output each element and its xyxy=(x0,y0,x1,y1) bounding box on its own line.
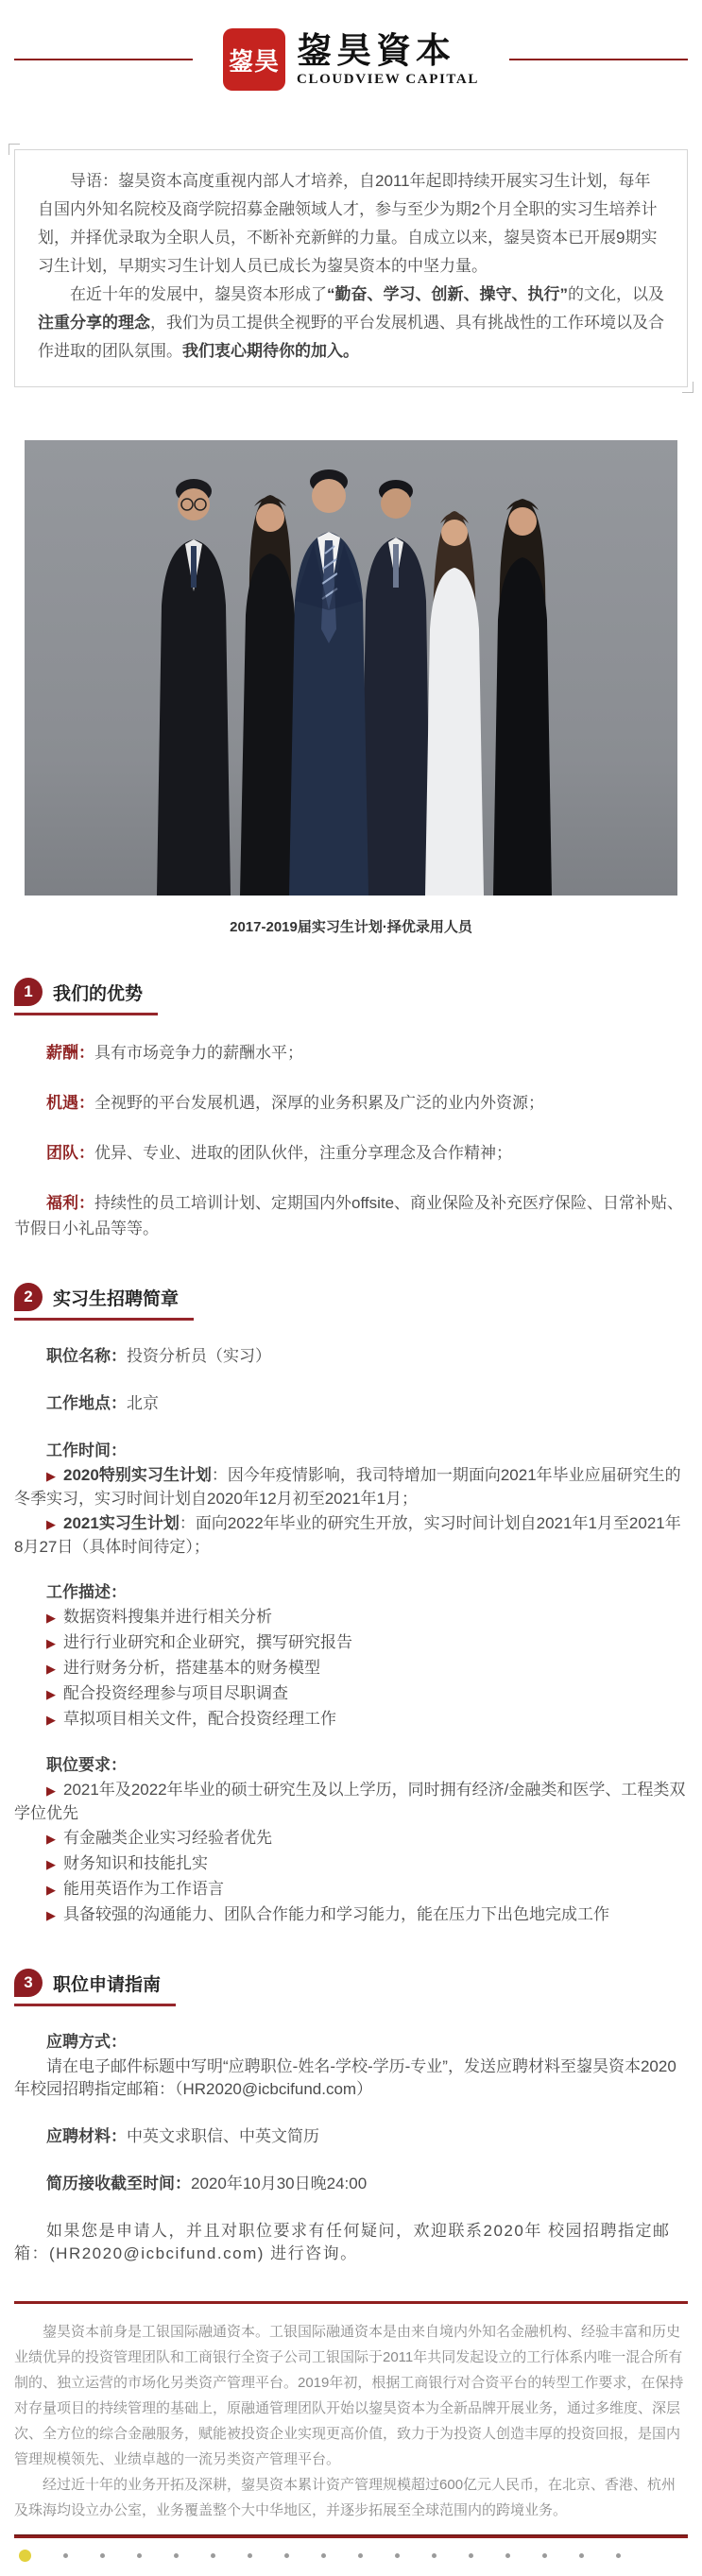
bullet-text: 2021年及2022年毕业的硕士研究生及以上学历，同时拥有经济/金融类和医学、工程类双学位优先 xyxy=(14,1781,686,1822)
footer-paragraph-1: 鋆昊资本前身是工银国际融通资本。工银国际融通资本是由来自境内外知名金融机构、经验丰富和历史业绩优异的投资管理团队和工商银行全资子公司工银国际于2011年共同发起设立的工行体系内唯一混合所有制的、独立运营的市场化另类资产管理平台。2019年初，根据工商银行对合资平台的转型工作要求，在保持对存量项目的持续管理的基础上，原融通管理团队开始以鋆昊资本为全新品牌开展业务，通过多维度、深层次、全方位的综合金融服务，赋能被投资企业实现更高价值，致力于为投资人创造丰厚的投资回报，是国内管理规模领先、业绩卓越的一流另类资产管理平台。 xyxy=(14,2324,684,2467)
bullet-text: 配合投资经理参与项目尽职调查 xyxy=(63,1684,288,1702)
apply-method-text: 请在电子邮件标题中写明“应聘职位-姓名-学校-学历-专业”，发送应聘材料至鋆昊资本2020年校园招聘指定邮箱：（HR2020@icbcifund.com） xyxy=(14,2057,676,2098)
team-photo-illustration xyxy=(25,440,677,896)
section-2-title: 实习生招聘简章 xyxy=(53,1288,180,1309)
carousel-dot[interactable] xyxy=(579,2553,584,2558)
intro-text: ，我们为员工提供全视野的平台发展机遇、具有挑战性的工作环境以及合作进取的团队氛围。 xyxy=(38,314,664,360)
field-row xyxy=(14,1392,688,1415)
intro-text: 在近十年的发展中，鋆昊资本形成了 xyxy=(70,285,327,303)
field-label: 职位名称： xyxy=(46,1347,127,1365)
triangle-bullet-icon: ▶ xyxy=(46,1611,56,1625)
section-2-header xyxy=(14,1283,194,1321)
bullet-text: 有金融类企业实习经验者优先 xyxy=(63,1829,272,1847)
section-1-header-row xyxy=(14,978,688,1015)
carousel-dot[interactable] xyxy=(284,2553,289,2558)
bullet-text: 草拟项目相关文件，配合投资经理工作 xyxy=(63,1710,336,1728)
job-desc-heading xyxy=(14,1581,688,1604)
person-silhouette xyxy=(493,499,552,896)
section-number-badge: 2 xyxy=(14,1283,43,1311)
triangle-bullet-icon: ▶ xyxy=(46,1469,56,1483)
carousel-dot[interactable] xyxy=(321,2553,326,2558)
job-desc-bullet xyxy=(14,1631,688,1655)
bullet-text: 能用英语作为工作语言 xyxy=(63,1880,224,1898)
triangle-bullet-icon: ▶ xyxy=(46,1687,56,1701)
advantage-item xyxy=(14,1140,688,1166)
triangle-bullet-icon: ▶ xyxy=(46,1783,56,1798)
field-value: 投资分析员（实习） xyxy=(127,1347,271,1365)
carousel-dot[interactable] xyxy=(616,2553,621,2558)
apply-method-heading xyxy=(14,2031,688,2054)
bullet-text: 进行行业研究和企业研究，撰写研究报告 xyxy=(63,1633,352,1651)
advantage-label: 团队： xyxy=(46,1144,94,1162)
job-req-heading xyxy=(14,1754,688,1777)
bullet-text: ：因今年疫情影响，我司特增加一期面向2021年毕业应届研究生的冬季实习，实习时间计划自2020年12月初至2021年1月； xyxy=(14,1466,681,1508)
work-time-bullet xyxy=(14,1512,688,1559)
field-label: 简历接收截至时间： xyxy=(46,2175,191,2192)
carousel-dot[interactable] xyxy=(63,2553,68,2558)
triangle-bullet-icon: ▶ xyxy=(46,1517,56,1531)
section-2-header-row xyxy=(14,1283,688,1321)
intro-box xyxy=(14,149,688,387)
company-logo xyxy=(223,28,479,91)
carousel-dot[interactable] xyxy=(248,2553,252,2558)
carousel-dot[interactable] xyxy=(542,2553,547,2558)
intro-paragraph-2 xyxy=(38,281,664,366)
header-rule-left xyxy=(14,59,193,60)
bullet-bold-lead: 2021实习生计划 xyxy=(63,1514,180,1532)
section-2-content xyxy=(14,1345,688,1927)
brand-name-english: CLOUDVIEW CAPITAL xyxy=(297,72,479,88)
advantage-text: 全视野的平台发展机遇，深厚的业务积累及广泛的业内外资源； xyxy=(94,1094,544,1112)
triangle-bullet-icon: ▶ xyxy=(46,1636,56,1650)
company-footer xyxy=(14,2301,688,2523)
job-desc-bullet xyxy=(14,1708,688,1732)
field-value: 2020年10月30日晚24:00 xyxy=(191,2175,368,2192)
triangle-bullet-icon: ▶ xyxy=(46,1883,56,1897)
section-number-badge: 1 xyxy=(14,978,43,1006)
intro-culture-values: “勤奋、学习、创新、操守、执行” xyxy=(327,285,568,303)
work-time-bullet xyxy=(14,1464,688,1510)
advantage-label: 薪酬： xyxy=(46,1044,94,1062)
job-req-bullet xyxy=(14,1903,688,1927)
job-desc-bullet xyxy=(14,1682,688,1706)
bullet-text: 数据资料搜集并进行相关分析 xyxy=(63,1608,272,1626)
section-1-content xyxy=(14,1040,688,1241)
carousel-dot[interactable] xyxy=(211,2553,215,2558)
section-3-header-row xyxy=(14,1969,688,2006)
advantage-item xyxy=(14,1190,688,1241)
triangle-bullet-icon: ▶ xyxy=(46,1832,56,1846)
brand-header xyxy=(0,0,702,117)
section-3-content xyxy=(14,2031,688,2265)
footer-paragraph-2: 经过近十年的业务开拓及深耕，鋆昊资本累计资产管理规模超过600亿元人民币，在北京、香港、杭州及珠海均设立办公室，业务覆盖整个大中华地区，并逐步拓展至全球范围内的跨境业务。 xyxy=(14,2477,676,2518)
carousel-dot[interactable] xyxy=(174,2553,179,2558)
bullet-text: 进行财务分析，搭建基本的财务模型 xyxy=(63,1659,320,1677)
group-heading-label: 工作时间： xyxy=(46,1442,127,1459)
job-desc-bullet xyxy=(14,1657,688,1680)
carousel-dot[interactable] xyxy=(395,2553,400,2558)
intro-paragraph-1: 导语：鋆昊资本高度重视内部人才培养，自2011年起即持续开展实习生计划，每年自国内外知名院校及商学院招募金融领域人才，参与至少为期2个月全职的实习生培养计划，并择优录取为全职人员，不断补充新鲜的力量。自成立以来，鋆昊资本已开展9期实习生计划，早期实习生计划人员已成长为鋆昊资本的中坚力量。 xyxy=(38,172,658,275)
intro-sharing-value: 注重分享的理念 xyxy=(38,314,150,332)
advantage-text: 持续性的员工培训计划、定期国内外offsite、商业保险及补充医疗保险、日常补贴、节假日小礼品等等。 xyxy=(14,1194,684,1237)
carousel-dot[interactable] xyxy=(137,2553,142,2558)
field-row xyxy=(14,1345,688,1368)
advantage-text: 具有市场竞争力的薪酬水平； xyxy=(94,1044,303,1062)
job-req-bullet xyxy=(14,1852,688,1876)
brand-names xyxy=(297,28,479,89)
advantage-label: 机遇： xyxy=(46,1094,94,1112)
apply-materials-row xyxy=(14,2125,688,2148)
group-heading-label: 应聘方式： xyxy=(46,2033,127,2051)
advantage-text: 优异、专业、进取的团队伙伴，注重分享理念及合作精神； xyxy=(94,1144,512,1162)
carousel-dot[interactable] xyxy=(505,2553,510,2558)
carousel-dot[interactable] xyxy=(100,2553,105,2558)
section-number-badge: 3 xyxy=(14,1969,43,1997)
field-value: 北京 xyxy=(127,1394,159,1412)
triangle-bullet-icon: ▶ xyxy=(46,1662,56,1676)
carousel-dot[interactable] xyxy=(432,2553,437,2558)
advantage-item xyxy=(14,1090,688,1116)
bullet-text: ：面向2022年毕业的研究生开放，实习时间计划自2021年1月至2021年8月27日（具体时间待定）； xyxy=(14,1514,681,1556)
bottom-rule xyxy=(14,2534,688,2538)
carousel-dot[interactable] xyxy=(469,2553,473,2558)
intro-text: 的文化，以及 xyxy=(568,285,664,303)
seal-stamp-icon: 鋆昊 xyxy=(223,28,285,91)
field-label: 工作地点： xyxy=(46,1394,127,1412)
triangle-bullet-icon: ▶ xyxy=(46,1857,56,1871)
deadline-row xyxy=(14,2173,688,2195)
job-desc-bullet xyxy=(14,1606,688,1629)
brand-name-chinese: 鋆昊資本 xyxy=(297,28,456,71)
work-time-heading xyxy=(14,1440,688,1462)
group-heading-label: 工作描述： xyxy=(46,1583,127,1601)
job-req-bullet xyxy=(14,1827,688,1851)
triangle-bullet-icon: ▶ xyxy=(46,1713,56,1727)
progress-dots xyxy=(19,2548,688,2563)
job-req-bullet xyxy=(14,1779,688,1825)
carousel-dot-active[interactable] xyxy=(19,2550,31,2562)
section-1-title: 我们的优势 xyxy=(53,983,144,1004)
section-3-title: 职位申请指南 xyxy=(53,1974,162,1995)
photo-caption: 2017-2019届实习生计划·择优录用人员 xyxy=(230,919,472,935)
advantage-item xyxy=(14,1040,688,1066)
section-1-header xyxy=(14,978,158,1015)
triangle-bullet-icon: ▶ xyxy=(46,1908,56,1922)
group-heading-label: 职位要求： xyxy=(46,1756,127,1774)
field-value: 中英文求职信、中英文简历 xyxy=(127,2127,319,2145)
bullet-text: 具备较强的沟通能力、团队合作能力和学习能力，能在压力下出色地完成工作 xyxy=(63,1905,609,1923)
contact-note: 如果您是申请人，并且对职位要求有任何疑问，欢迎联系2020年 校园招聘指定邮箱：(HR2020@icbcifund.com) 进行咨询。 xyxy=(14,2222,671,2262)
carousel-dot[interactable] xyxy=(358,2553,363,2558)
field-label: 应聘材料： xyxy=(46,2127,127,2145)
advantage-label: 福利： xyxy=(46,1194,94,1212)
team-photo xyxy=(25,440,677,896)
bullet-text: 财务知识和技能扎实 xyxy=(63,1854,208,1872)
header-rule-right xyxy=(509,59,688,60)
bullet-bold-lead: 2020特别实习生计划 xyxy=(63,1466,212,1484)
section-3-header xyxy=(14,1969,176,2006)
intro-welcome: 我们衷心期待你的加入。 xyxy=(182,342,359,360)
job-req-bullet xyxy=(14,1878,688,1902)
